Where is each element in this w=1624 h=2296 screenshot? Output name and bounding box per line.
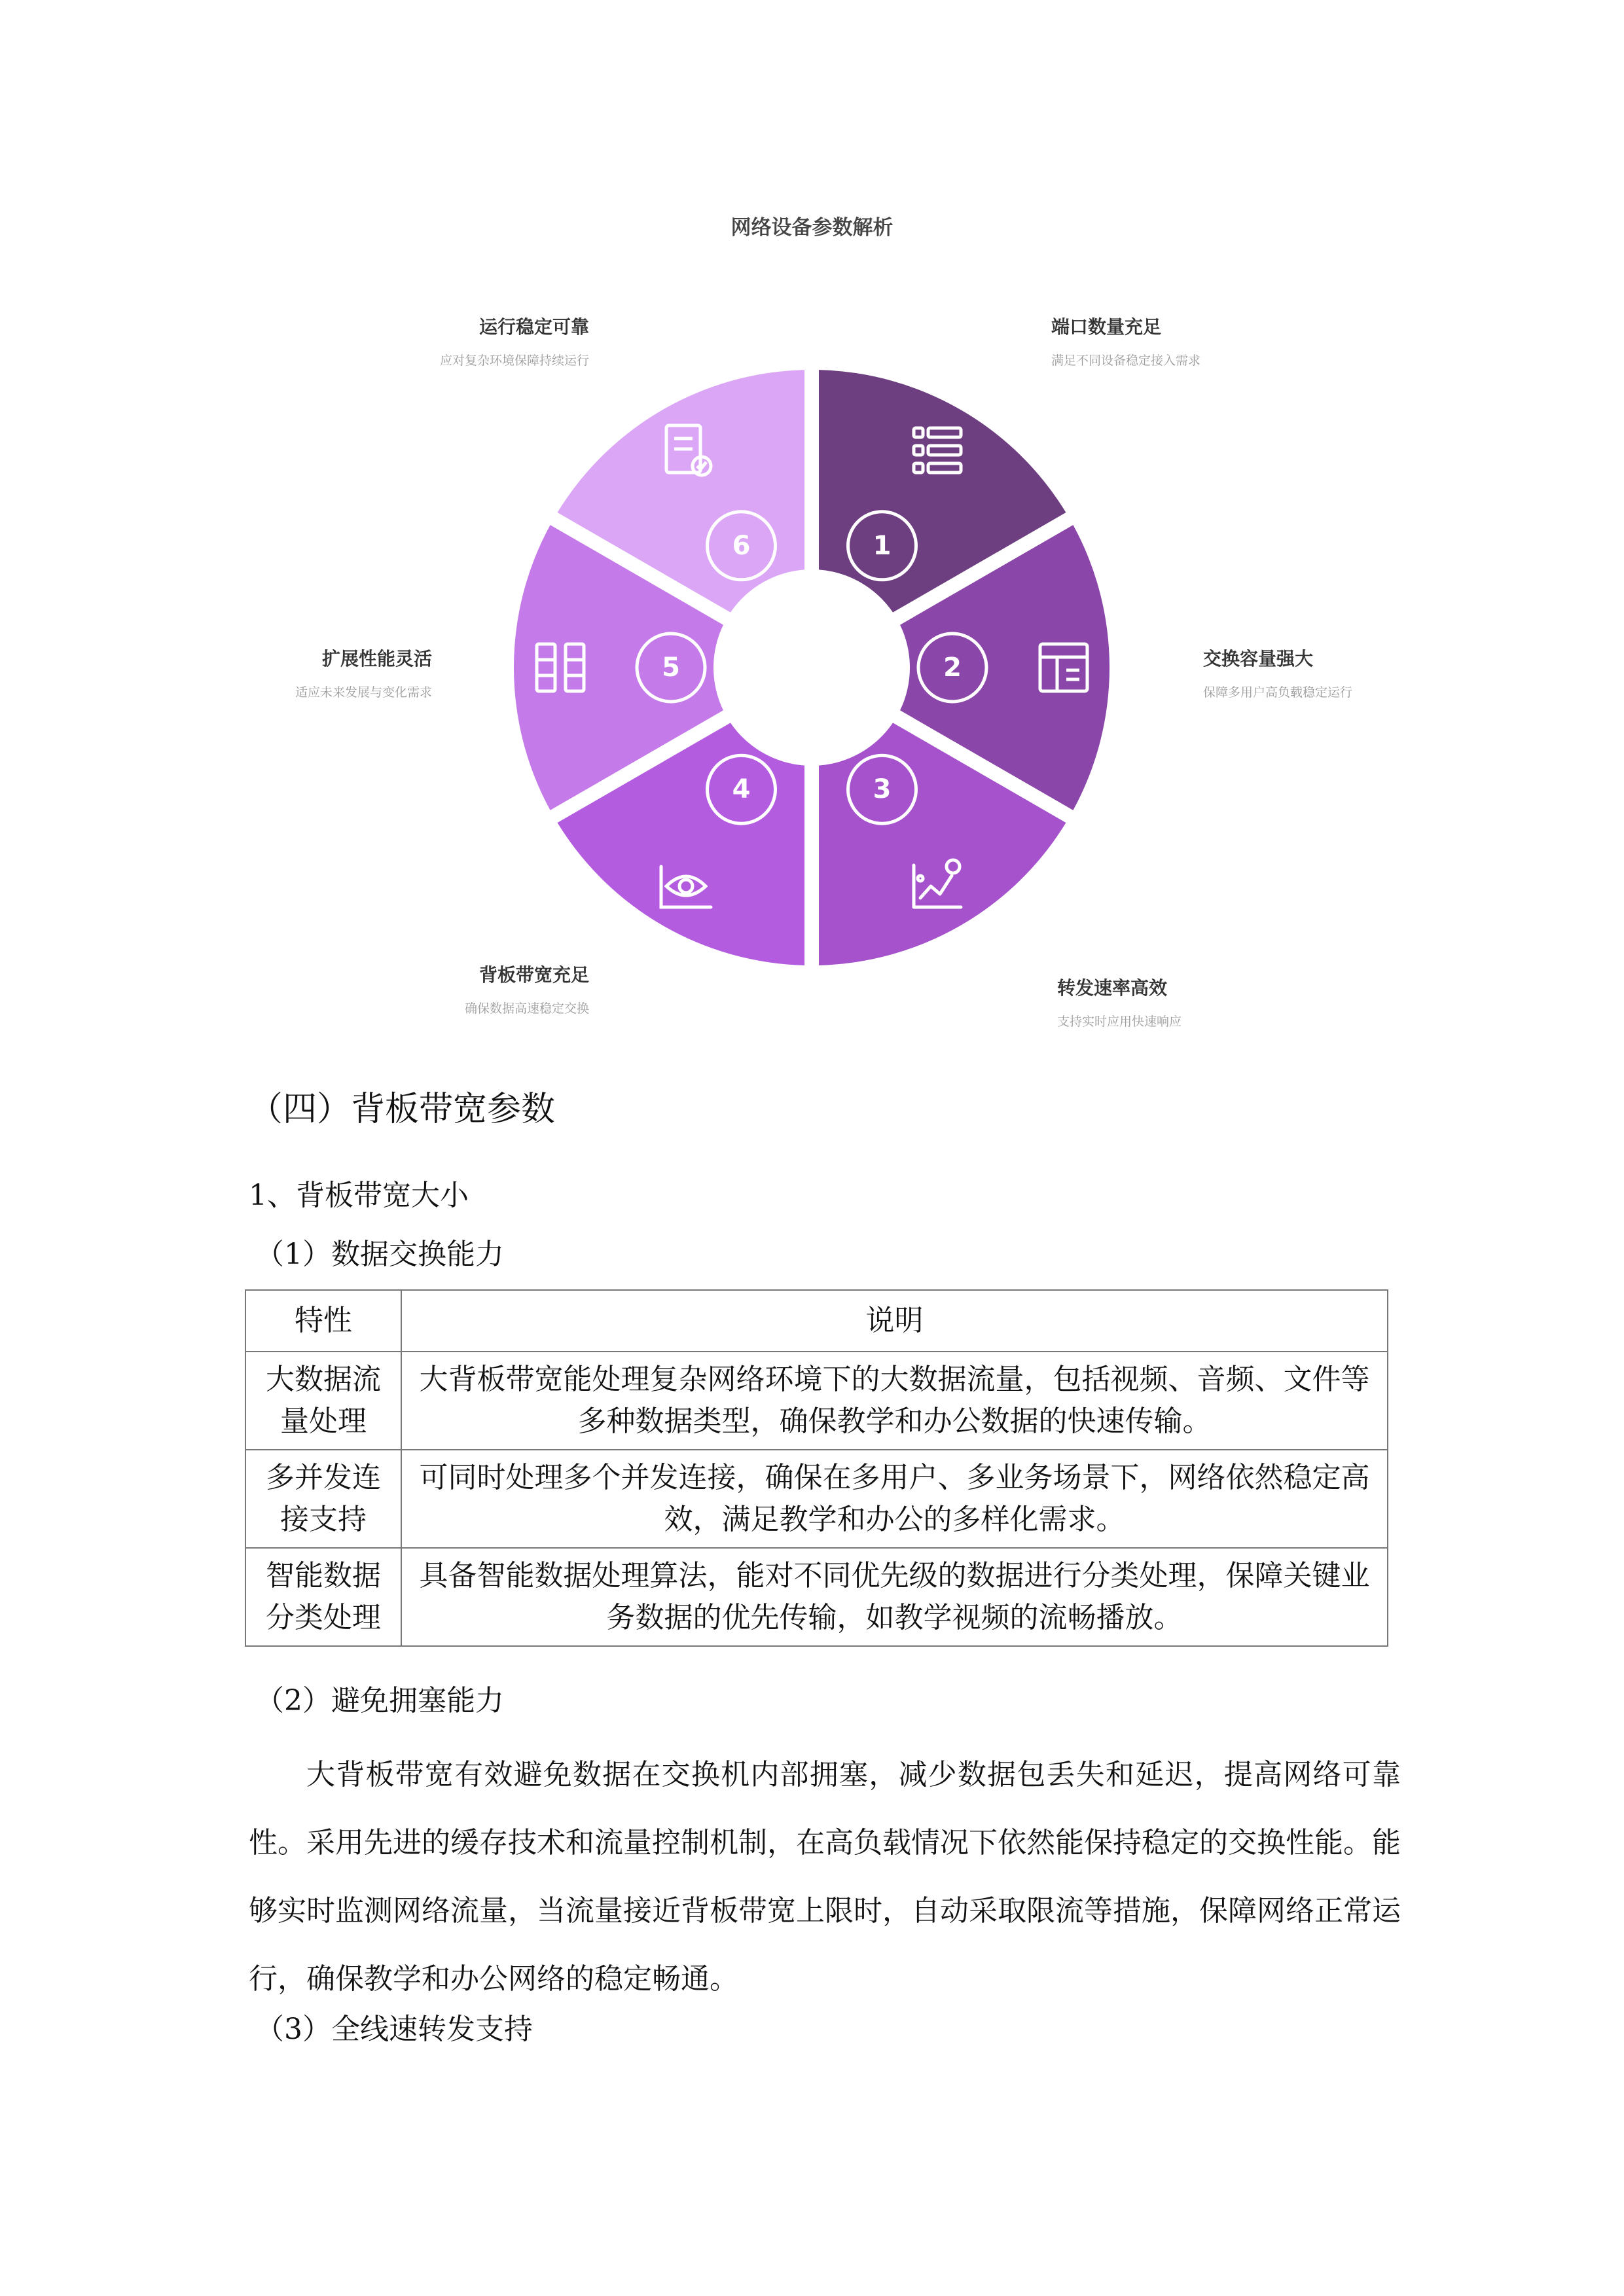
subheading-backplane-size: 1、背板带宽大小 (249, 1179, 469, 1212)
label-segment-4 (353, 961, 589, 1018)
label-desc: 支持实时应用快速响应 (1057, 1014, 1182, 1029)
label-desc: 确保数据高速稳定交换 (464, 1001, 589, 1016)
section-heading: （四）背板带宽参数 (249, 1090, 556, 1129)
badge-number: 4 (732, 774, 751, 805)
label-desc: 满足不同设备稳定接入需求 (1051, 353, 1201, 368)
label-segment-1 (1051, 313, 1287, 370)
table-header: 说明 (401, 1290, 1388, 1352)
table-row (245, 1352, 1388, 1450)
badge-number: 5 (662, 653, 680, 683)
badge-number: 3 (873, 774, 892, 805)
badge-number: 6 (732, 530, 751, 561)
table-cell-desc: 可同时处理多个并发连接，确保在多用户、多业务场景下，网络依然稳定高效，满足教学和办公的多样化需求。 (401, 1450, 1388, 1548)
table-row (245, 1548, 1388, 1646)
label-desc: 应对复杂环境保障持续运行 (439, 353, 589, 368)
subheading-congestion: （2）避免拥塞能力 (255, 1684, 504, 1717)
table-cell-desc: 具备智能数据处理算法，能对不同优先级的数据进行分类处理，保障关键业务数据的优先传输，如教学视频的流畅播放。 (401, 1548, 1388, 1646)
table-header: 特性 (245, 1290, 401, 1352)
label-segment-5 (196, 645, 432, 702)
label-title: 扩展性能灵活 (321, 648, 432, 670)
subheading-wire-speed: （3）全线速转发支持 (255, 2013, 533, 2046)
table-cell-feature: 大数据流量处理 (245, 1352, 401, 1450)
table-cell-feature: 多并发连接支持 (245, 1450, 401, 1548)
label-title: 运行稳定可靠 (478, 316, 589, 338)
badge-number: 2 (943, 653, 962, 683)
label-segment-6 (353, 313, 589, 370)
segmented-circle-diagram (0, 0, 1624, 1060)
label-title: 转发速率高效 (1057, 977, 1168, 999)
feature-table (245, 1289, 1388, 1647)
infographic-title: 网络设备参数解析 (731, 216, 893, 240)
table-cell-desc: 大背板带宽能处理复杂网络环境下的大数据流量，包括视频、音频、文件等多种数据类型，确保教学和办公数据的快速传输。 (401, 1352, 1388, 1450)
badge-number: 1 (873, 530, 892, 561)
subheading-data-exchange: （1）数据交换能力 (255, 1238, 504, 1271)
table-cell-feature: 智能数据分类处理 (245, 1548, 401, 1646)
table-row (245, 1450, 1388, 1548)
label-title: 交换容量强大 (1203, 648, 1314, 670)
infographic (0, 0, 1624, 1060)
table-header-row (245, 1290, 1388, 1352)
paragraph-congestion: 大背板带宽有效避免数据在交换机内部拥塞，减少数据包丢失和延迟，提高网络可靠性。采用先进的缓存技术和流量控制机制，在高负载情况下依然能保持稳定的交换性能。能够实时监测网络流量，当流量接近背板带宽上限时，自动采取限流等措施，保障网络正常运行，确保教学和办公网络的稳定畅通。 (249, 1758, 1401, 1996)
label-segment-3 (1057, 974, 1293, 1031)
label-title: 端口数量充足 (1051, 316, 1162, 338)
label-segment-2 (1203, 645, 1439, 702)
label-desc: 保障多用户高负载稳定运行 (1203, 685, 1353, 700)
label-desc: 适应未来发展与变化需求 (295, 685, 432, 700)
label-title: 背板带宽充足 (478, 964, 589, 986)
